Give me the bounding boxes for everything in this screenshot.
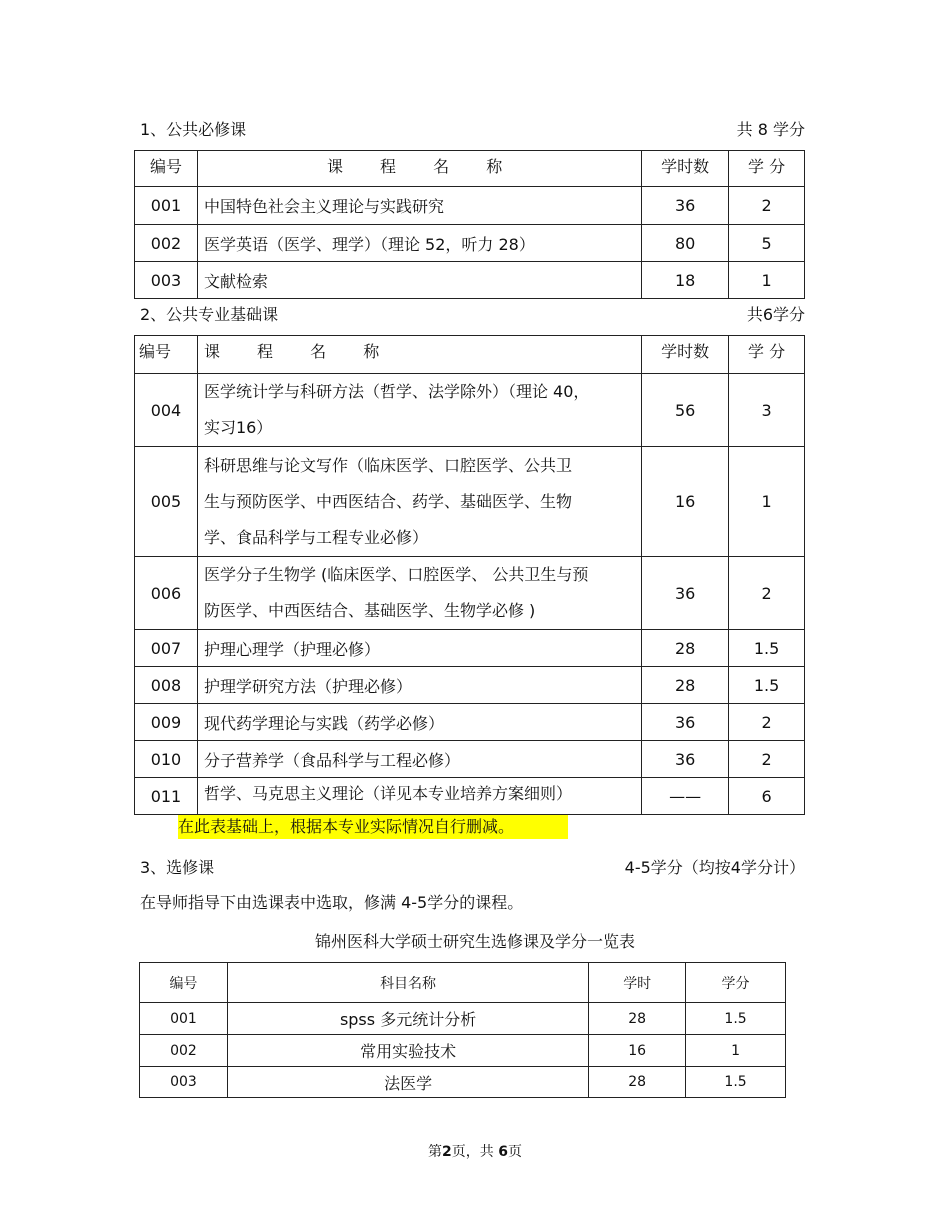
course-code: 001 <box>140 1003 228 1035</box>
course-name-line: 防医学、中西医结合、基础医学、生物学必修 ) <box>203 601 536 620</box>
footer-page-current: 2 <box>442 1144 452 1160</box>
course-credit: 3 <box>729 374 805 447</box>
course-credit: 1.5 <box>729 667 805 704</box>
course-code: 005 <box>135 447 198 557</box>
course-credit: 1 <box>729 262 805 299</box>
course-name-line: 生与预防医学、中西医结合、药学、基础医学、生物 <box>203 491 572 511</box>
elective-courses-table <box>139 962 786 1098</box>
course-credit: 1.5 <box>686 1003 786 1035</box>
table-header-row <box>140 963 786 1003</box>
course-hours: 28 <box>642 630 729 667</box>
table-row <box>140 1035 786 1067</box>
course-hours: 16 <box>589 1035 686 1067</box>
table-header-row <box>135 336 805 374</box>
page-footer <box>0 1141 950 1161</box>
course-name <box>197 447 641 557</box>
course-name: 中国特色社会主义理论与实践研究 <box>197 187 641 225</box>
basic-courses-table <box>134 335 805 815</box>
required-courses-table <box>134 150 805 299</box>
section1-heading <box>140 117 805 140</box>
course-hours: 36 <box>642 187 729 225</box>
course-credit: 1.5 <box>686 1067 786 1098</box>
section2-title: 2、公共专业基础课 <box>140 305 279 324</box>
course-code: 006 <box>135 557 198 630</box>
course-name <box>197 557 641 630</box>
course-credit: 2 <box>729 704 805 741</box>
course-code: 002 <box>140 1035 228 1067</box>
course-credit: 1 <box>686 1035 786 1067</box>
section3-title: 3、选修课 <box>140 858 215 877</box>
footer-prefix: 第 <box>428 1144 443 1160</box>
table-row <box>135 225 805 262</box>
course-code: 008 <box>135 667 198 704</box>
section3-description: 在导师指导下由选课表中选取，修满 4-5学分的课程。 <box>140 893 524 912</box>
course-name-line: 医学分子生物学 (临床医学、口腔医学、 公共卫生与预 <box>203 565 589 584</box>
course-credit: 1 <box>729 447 805 557</box>
course-name: 常用实验技术 <box>227 1035 588 1067</box>
table-row <box>135 262 805 299</box>
table-row <box>135 187 805 225</box>
table-row <box>135 778 805 815</box>
footer-mid: 页，共 <box>451 1144 499 1160</box>
course-code: 009 <box>135 704 198 741</box>
course-code: 003 <box>135 262 198 299</box>
course-name: 护理心理学（护理必修） <box>197 630 641 667</box>
course-name: 现代药学理论与实践（药学必修） <box>197 704 641 741</box>
section1-title: 1、公共必修课 <box>140 120 247 139</box>
header-credit: 学分 <box>686 963 786 1003</box>
footer-suffix: 页 <box>507 1144 522 1160</box>
header-name: 课 程 名 称 <box>197 336 641 374</box>
course-hours: 16 <box>642 447 729 557</box>
course-hours: 36 <box>642 741 729 778</box>
elective-table-title: 锦州医科大学硕士研究生选修课及学分一览表 <box>314 932 635 951</box>
table-row <box>135 630 805 667</box>
course-hours: 28 <box>642 667 729 704</box>
course-hours: 80 <box>642 225 729 262</box>
table-row <box>140 1003 786 1035</box>
course-hours: 36 <box>642 557 729 630</box>
course-code: 003 <box>140 1067 228 1098</box>
table-row <box>140 1067 786 1098</box>
section3-heading <box>140 855 805 878</box>
header-code: 编号 <box>135 336 198 374</box>
course-name: 分子营养学（食品科学与工程必修） <box>197 741 641 778</box>
header-name: 课 程 名 称 <box>197 151 641 187</box>
table-row <box>135 741 805 778</box>
course-hours: 56 <box>642 374 729 447</box>
course-code: 002 <box>135 225 198 262</box>
course-hours: 36 <box>642 704 729 741</box>
section3-credits: 4-5学分（均按4学分计） <box>624 858 805 877</box>
course-name: 文献检索 <box>197 262 641 299</box>
header-name: 科目名称 <box>227 963 588 1003</box>
course-name-line: 科研思维与论文写作（临床医学、口腔医学、公共卫 <box>203 455 572 475</box>
course-code: 007 <box>135 630 198 667</box>
course-name-line: 学、食品科学与工程专业必修） <box>203 527 428 547</box>
section2-heading <box>140 302 805 325</box>
course-hours: 28 <box>589 1003 686 1035</box>
course-name: 法医学 <box>227 1067 588 1098</box>
course-name-line: 医学统计学与科研方法（哲学、法学除外）（理论 40， <box>203 382 590 401</box>
section1-credits: 共 8 学分 <box>736 120 805 139</box>
course-name: 医学英语（医学、理学）（理论 52，听力 28） <box>197 225 641 262</box>
header-hours: 学时数 <box>642 151 729 187</box>
table-row <box>135 557 805 630</box>
table-row <box>135 447 805 557</box>
course-code: 010 <box>135 741 198 778</box>
table-row <box>135 667 805 704</box>
header-credit: 学 分 <box>729 151 805 187</box>
footer-page-total: 6 <box>498 1144 508 1160</box>
course-name-line: 实习16） <box>203 418 273 437</box>
course-code: 011 <box>135 778 198 815</box>
course-hours: 28 <box>589 1067 686 1098</box>
course-code: 004 <box>135 374 198 447</box>
course-credit: 1.5 <box>729 630 805 667</box>
course-hours: 18 <box>642 262 729 299</box>
header-hours: 学时 <box>589 963 686 1003</box>
course-credit: 2 <box>729 557 805 630</box>
course-credit: 6 <box>729 778 805 815</box>
header-credit: 学 分 <box>729 336 805 374</box>
course-name: spss 多元统计分析 <box>227 1003 588 1035</box>
course-credit: 2 <box>729 187 805 225</box>
table-header-row <box>135 151 805 187</box>
header-hours: 学时数 <box>642 336 729 374</box>
course-name <box>197 374 641 447</box>
course-name: 护理学研究方法（护理必修） <box>197 667 641 704</box>
header-code: 编号 <box>140 963 228 1003</box>
course-hours: —— <box>642 778 729 815</box>
section2-credits: 共6学分 <box>746 305 805 324</box>
table-row <box>135 374 805 447</box>
highlighted-note: 在此表基础上，根据本专业实际情况自行删减。 <box>178 815 568 839</box>
header-code: 编号 <box>135 151 198 187</box>
course-name: 哲学、马克思主义理论（详见本专业培养方案细则） <box>197 778 641 815</box>
table-row <box>135 704 805 741</box>
course-credit: 5 <box>729 225 805 262</box>
course-code: 001 <box>135 187 198 225</box>
course-credit: 2 <box>729 741 805 778</box>
